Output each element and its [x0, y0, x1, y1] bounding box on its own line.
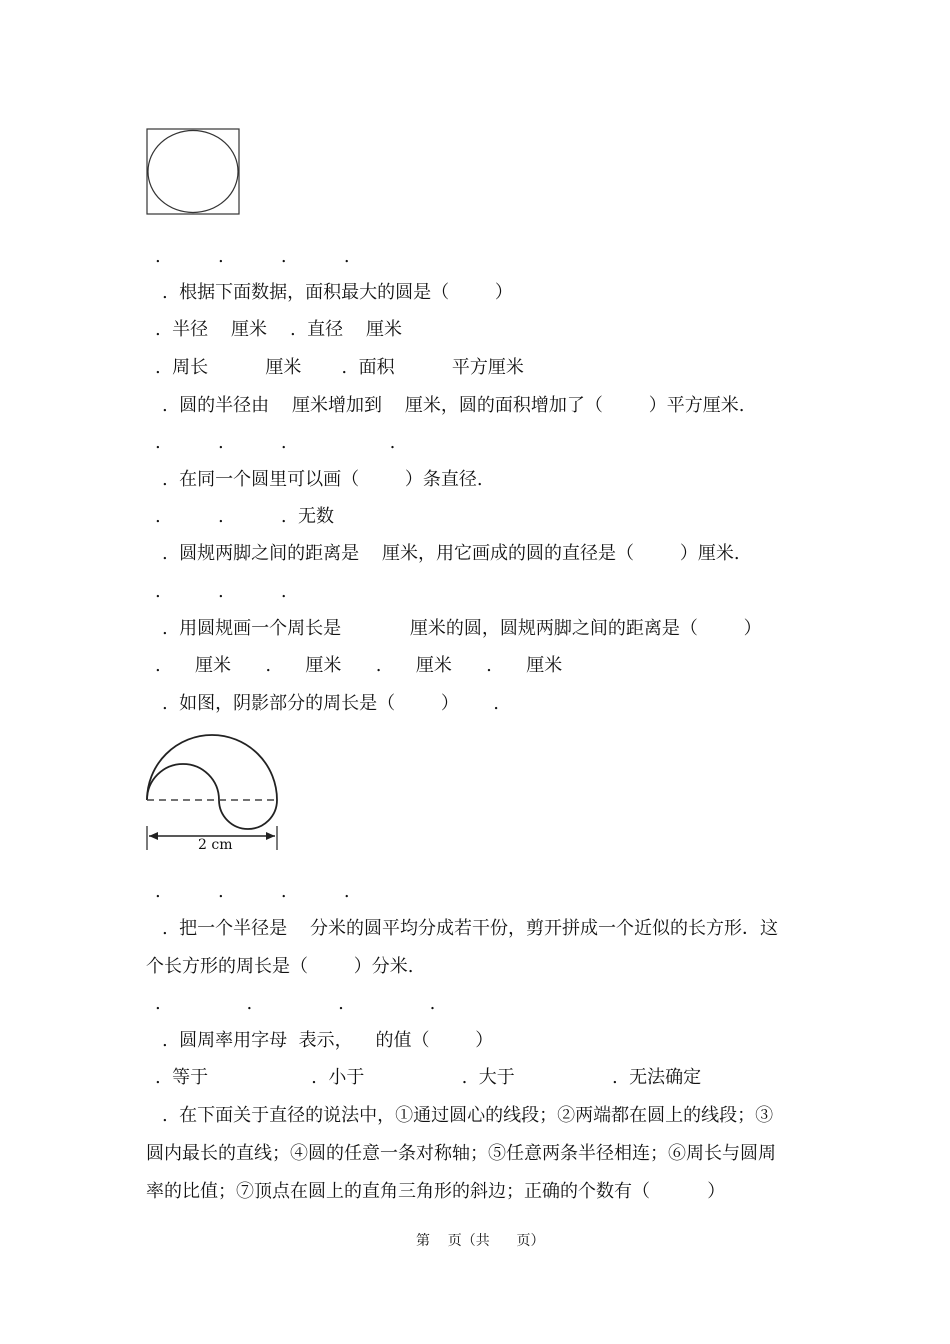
option-line-1: . . . . — [155, 246, 350, 267]
question-diameter-statements-line3: 率的比值；⑦顶点在圆上的直角三角形的斜边；正确的个数有（ ） — [146, 1181, 726, 1202]
option-line-6: . . . — [155, 581, 287, 602]
option-line-5: . . . 无数 — [155, 506, 335, 527]
question-diameters: . 在同一个圆里可以画（ ）条直径. — [162, 469, 483, 490]
question-compass-diameter: . 圆规两脚之间的距离是 厘米，用它画成的圆的直径是（ ）厘米. — [162, 543, 740, 564]
question-largest-circle: . 根据下面数据，面积最大的圆是（ ） — [162, 282, 513, 303]
option-line-7: . 厘米 . 厘米 . 厘米 . 厘米 — [155, 655, 563, 676]
page-footer: 第 页（共 页） — [416, 1233, 545, 1249]
question-pi: . 圆周率用字母 表示， 的值（ ） — [162, 1030, 494, 1051]
question-shaded-perimeter: . 如图，阴影部分的周长是（ ） . — [162, 693, 499, 714]
option-line-10: . 等于 . 小于 . 大于 . 无法确定 — [155, 1067, 702, 1088]
figure-dimension-label: 2 cm — [198, 837, 233, 853]
question-rectangle-perimeter-line1: . 把一个半径是 分米的圆平均分成若干份，剪开拼成一个近似的长方形．这 — [162, 918, 779, 939]
question-area-increase: . 圆的半径由 厘米增加到 厘米，圆的面积增加了（ ）平方厘米. — [162, 395, 745, 416]
option-line-4: . . . . — [155, 432, 396, 453]
question-compass-circumference: . 用圆规画一个周长是 厘米的圆，圆规两脚之间的距离是（ ） — [162, 618, 762, 639]
question-diameter-statements-line2: 圆内最长的直线；④圆的任意一条对称轴；⑤任意两条半径相连；⑥周长与圆周 — [146, 1143, 776, 1164]
square-circle-figure — [146, 128, 242, 216]
option-line-9: . . . . — [155, 993, 436, 1014]
question-rectangle-perimeter-line2: 个长方形的周长是（ ）分米. — [146, 956, 414, 977]
option-line-8: . . . . — [155, 881, 350, 902]
option-line-3: . 周长 厘米 . 面积 平方厘米 — [155, 357, 524, 378]
question-diameter-statements-line1: . 在下面关于直径的说法中，①通过圆心的线段；②两端都在圆上的线段；③ — [162, 1105, 774, 1126]
option-line-2: . 半径 厘米 . 直径 厘米 — [155, 319, 402, 340]
